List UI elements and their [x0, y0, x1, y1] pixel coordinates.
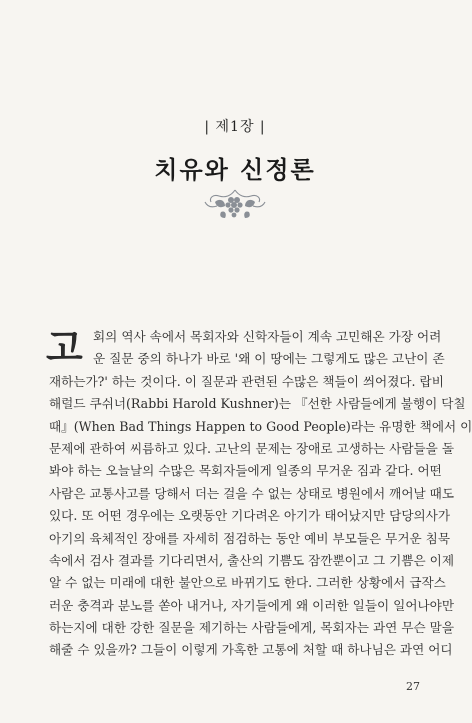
text-line: 문제에 관하여 씨름하고 있다. 고난의 문제는 장애로 고생하는 사람들을 돌 [49, 440, 454, 456]
text-line: 러운 충격과 분노를 쏟아 내거나, 자기들에게 왜 이러한 일들이 일어나야만 [49, 597, 454, 613]
chapter-title: 치유와 신정론 [154, 155, 316, 184]
text-line: 해럴드 쿠쉬너(Rabbi Harold Kushner)는 『선한 사람들에게 불행이 닥칠 [49, 396, 466, 412]
text-line: 사람은 교통사고를 당해서 더는 걸을 수 없는 상태로 병원에서 깨어날 때도 [49, 485, 454, 501]
grape-vine-ornament-icon [201, 186, 269, 224]
text-line: 알 수 없는 미래에 대한 불안으로 바뀌기도 한다. 그러한 상황에서 급작스 [49, 575, 446, 591]
page-number: 27 [406, 680, 420, 693]
text-line: 아기의 육체적인 장애를 자세히 점검하는 동안 예비 부모들은 무거운 침묵 [49, 530, 450, 546]
text-line: 재하는가?' 하는 것이다. 이 질문과 관련된 수많은 책들이 씌어졌다. 랍비 [49, 373, 444, 389]
drop-cap: 고 [46, 325, 83, 370]
body-text [49, 326, 472, 662]
text-line: 봐야 하는 오늘날의 수많은 목회자들에게 일종의 무거운 짐과 같다. 어떤 [49, 463, 442, 479]
text-line: 속에서 검사 결과를 기다리면서, 출산의 기쁨도 잠깐뿐이고 그 기쁨은 이제 [49, 552, 454, 568]
text-line: 하는지에 대한 강한 질문을 제기하는 사람들에게, 목회자는 과연 무슨 말을 [49, 620, 454, 636]
chapter-label: | 제1장 | [204, 119, 266, 135]
text-line: 회의 역사 속에서 목회자와 신학자들이 계속 고민해온 가장 어려 [93, 329, 442, 344]
text-line: 운 질문 중의 하나가 바로 '왜 이 땅에는 그렇게도 많은 고난이 존 [93, 351, 445, 367]
text-line: 때』(When Bad Things Happen to Good People)라는 유명한 책에서 이 [49, 418, 472, 434]
text-line: 있다. 또 어떤 경우에는 오랫동안 기다려온 아기가 태어났지만 담당의사가 [49, 508, 450, 524]
text-line: 해줄 수 있을까? 그들이 이렇게 가혹한 고통에 처할 때 하나님은 과연 어디 [49, 642, 453, 658]
